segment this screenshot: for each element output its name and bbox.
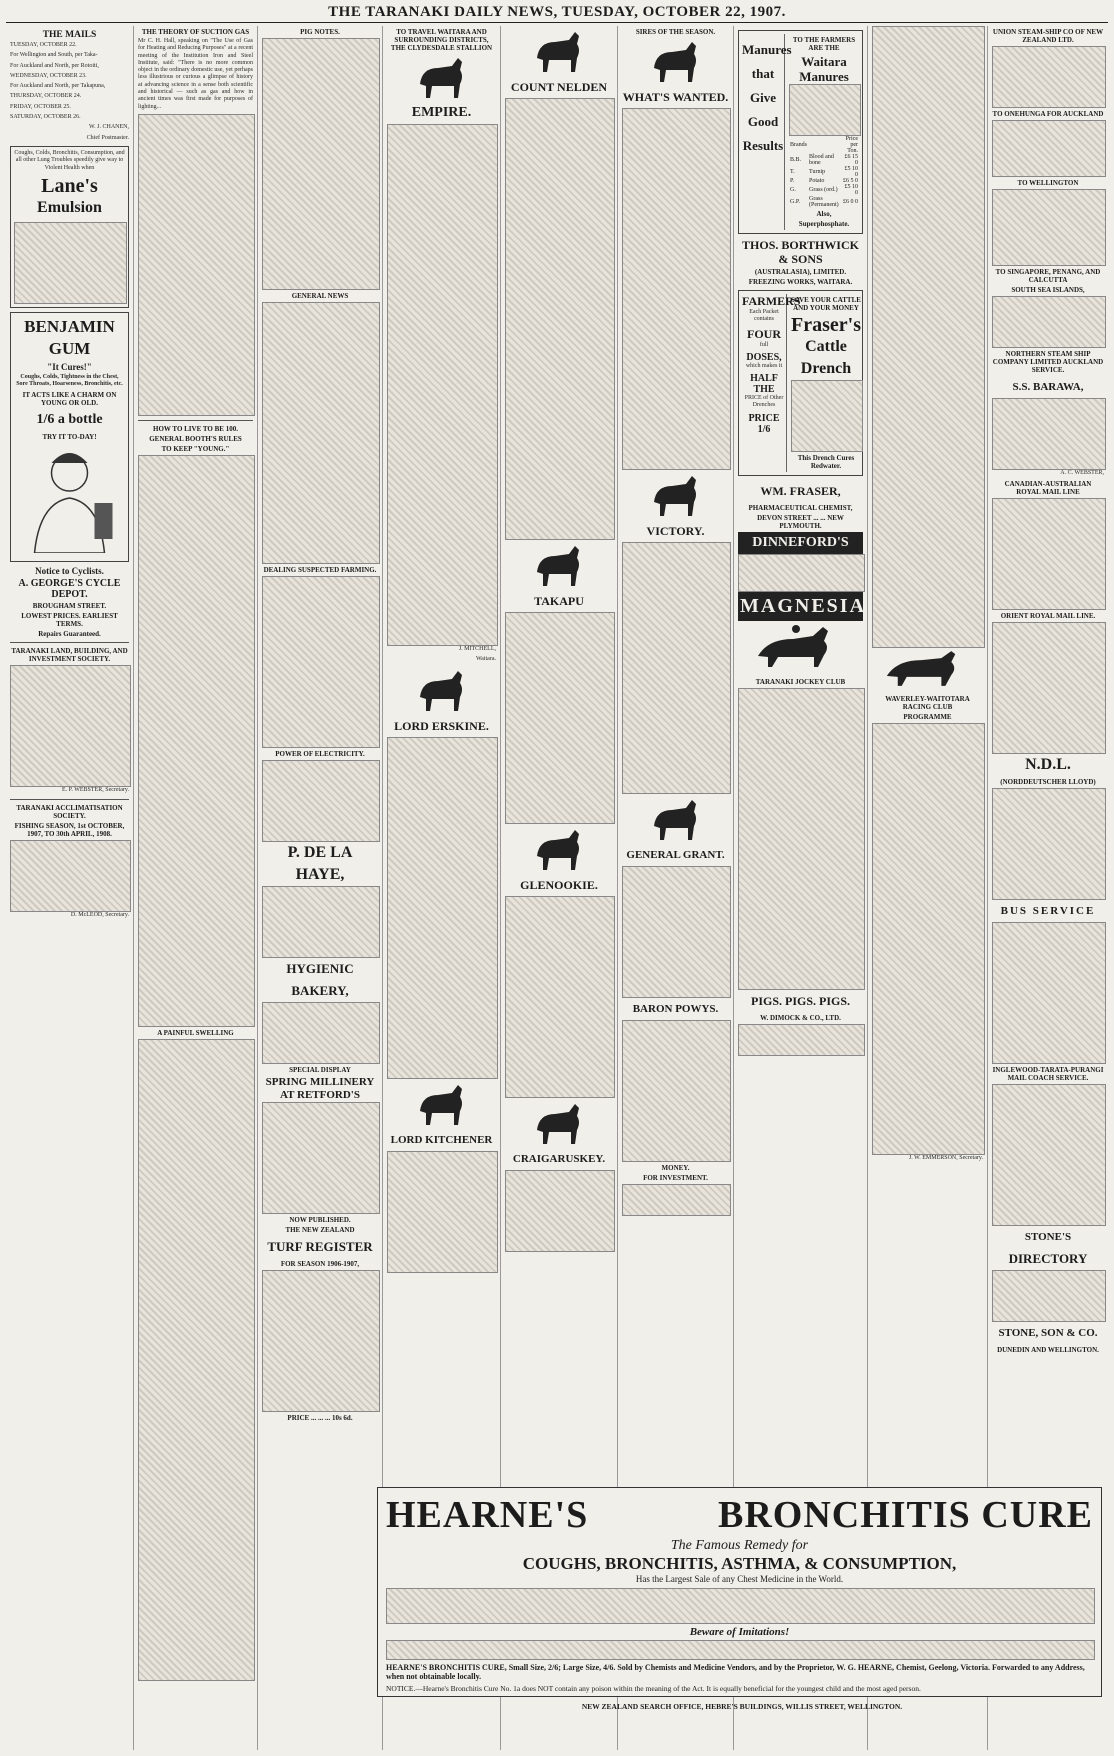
footer: NEW ZEALAND SEARCH OFFICE, HEBRE'S BUILDINGS, WILLIS STREET, WELLINGTON.	[581, 1702, 903, 1711]
drench-text-block	[791, 380, 863, 452]
horse-icon	[529, 826, 589, 872]
delahaye-head: P. DE LA HAYE,	[287, 844, 353, 883]
stone-son: STONE, SON & CO.	[998, 1327, 1098, 1340]
hearnes-cure: BRONCHITIS CURE	[717, 1494, 1093, 1536]
column-3	[258, 26, 383, 1750]
wellington-head: TO WELLINGTON	[1017, 179, 1079, 187]
how-title: HOW TO LIVE TO BE 100.	[153, 424, 238, 433]
magnesia-banner: MAGNESIA	[738, 592, 863, 621]
drench-main-block	[791, 294, 861, 472]
auckland-text-block	[992, 120, 1106, 177]
price-table	[789, 136, 859, 208]
price-word: PRICE 1/6	[748, 412, 780, 435]
lanes-emulsion-ad	[10, 146, 129, 308]
man-portrait-illustration	[14, 443, 125, 553]
lowest-line: LOWEST PRICES. EARLIEST TERMS.	[21, 612, 118, 629]
full-word: full	[759, 341, 769, 348]
cattle-drench-head: Cattle Drench	[800, 338, 852, 377]
hearnes-brand: HEARNE'S	[386, 1494, 589, 1536]
canadian-head: CANADIAN-AUSTRALIAN ROYAL MAIL LINE	[1004, 480, 1092, 497]
orient-text-block	[992, 622, 1106, 754]
brand-code: G.P.	[790, 199, 801, 205]
kitchener-text-block	[387, 1151, 498, 1273]
wellington-text-block	[992, 189, 1106, 266]
divider	[10, 799, 129, 800]
money-head: MONEY.	[661, 1164, 690, 1172]
dinneford-banner: DINNEFORD'S	[738, 532, 863, 554]
waitara-sig: Waitara.	[475, 656, 496, 663]
waitara-manures-ad	[738, 30, 863, 234]
fraser-name: WM. FRASER,	[760, 484, 841, 498]
mails-line: For Auckland and North, per Rotoiti,	[10, 62, 99, 69]
ndl-sub: (NORDDEUTSCHER LLOYD)	[1000, 778, 1096, 787]
emmerson-sig: J. W. EMMERSON, Secretary.	[908, 1155, 983, 1161]
swelling-text-block	[138, 1039, 255, 1681]
tarata-text-block	[992, 1084, 1106, 1226]
cyclists-head: Notice to Cyclists.	[35, 566, 104, 577]
horse-icon	[646, 472, 706, 518]
horse-icon	[529, 542, 589, 588]
dinneford-bottle-illustration	[738, 554, 865, 592]
hygienic-text-block	[262, 1002, 380, 1064]
union-text-block	[992, 46, 1106, 108]
canadian-text-block	[992, 498, 1106, 610]
manures-word: Good	[747, 114, 779, 129]
also-line: Also,	[816, 210, 832, 218]
table-row	[789, 166, 859, 178]
pig-notes-title: PIG NOTES.	[300, 28, 340, 36]
postmaster: W. J. CHANEN,	[89, 124, 129, 131]
column-2	[134, 26, 258, 1750]
drench-side-block	[742, 294, 801, 472]
mails-line: TUESDAY, OCTOBER 22.	[10, 42, 77, 48]
society-text-block	[10, 665, 131, 787]
south-sea-head: SOUTH SEA ISLANDS,	[1011, 286, 1085, 294]
brand-name: Turnip	[809, 169, 826, 175]
mails-line: For Wellington and South, per Taka-	[10, 52, 98, 59]
hearnes-beware: Beware of Imitations!	[689, 1626, 790, 1638]
benjamin-gum-ad	[10, 312, 129, 563]
cures-redwater: This Drench Cures Redwater.	[797, 454, 855, 470]
hearnes-diseases: COUGHS, BRONCHITIS, ASTHMA, & CONSUMPTION,	[522, 1554, 957, 1573]
brand-code: P.	[790, 178, 795, 184]
table-row	[789, 154, 859, 166]
table-row	[789, 184, 859, 196]
mails-line: WEDNESDAY, OCTOBER 23.	[10, 72, 87, 79]
borthwick: THOS. BORTHWICK & SONS	[742, 238, 859, 266]
auckland-head: TO ONEHUNGA FOR AUCKLAND	[992, 110, 1104, 118]
dealing-text-block	[262, 576, 380, 748]
brand-price: £6 0 0	[843, 199, 858, 205]
theory-body: Mr C. H. Hall, speaking on "The Use of Gas for Heating and Reducing Purposes" at a recent meeting of the Institution Iron and Steel Institute, said: "There is no more common object in the ordinary domestic use, yet perhaps less illustrious or curious a glimpse of history at advancing science in a sense both scientific and historical — such as gas and how in ancient times was first made for purposes of lighting...	[138, 38, 253, 110]
upper-ads-text-block	[872, 26, 985, 648]
programme-text-block	[872, 723, 985, 1155]
save-line: SAVE YOUR CATTLE AND YOUR MONEY	[791, 296, 861, 312]
glenookie: GLENOOKIE.	[520, 878, 598, 892]
jockey-club: TARANAKI JOCKEY CLUB	[755, 678, 846, 686]
four-word: FOUR	[747, 326, 781, 341]
fishing-secretary: D. McLEOD, Secretary.	[70, 911, 129, 918]
electric-text-block	[262, 760, 380, 842]
fraser-drench-ad	[738, 290, 863, 476]
programme-head: PROGRAMME	[903, 713, 952, 721]
column-1	[6, 26, 134, 1750]
brand-code: G.	[790, 187, 796, 193]
racing-horse-illustration	[872, 648, 983, 688]
benjamin-head: BENJAMIN	[24, 316, 115, 336]
brand-price: £6 15 0	[844, 154, 858, 166]
takapu-text-block	[505, 612, 615, 824]
chemist-line: PHARMACEUTICAL CHEMIST,	[748, 504, 853, 512]
fishing-head: FISHING SEASON, 1st OCTOBER, 1907, TO 30th APRIL, 1908.	[14, 821, 125, 838]
lord-kitchener: LORD KITCHENER	[390, 1133, 493, 1146]
masthead: THE TARANAKI DAILY NEWS, TUESDAY, OCTOBER 22, 1907.	[6, 4, 1108, 23]
each-packet: Each Packet contains	[749, 309, 779, 323]
tarata-head: INGLEWOOD-TARATA-PURANGI MAIL COACH SERVICE.	[992, 1066, 1104, 1083]
craig-text-block	[505, 1170, 615, 1252]
farmers-head: TO THE FARMERS ARE THE	[792, 36, 856, 52]
charm-line: IT ACTS LIKE A CHARM ON YOUNG OR OLD.	[22, 391, 117, 408]
mails-line: FRIDAY, OCTOBER 25.	[10, 103, 71, 110]
directory-head: DIRECTORY	[1008, 1251, 1088, 1267]
mails-title: THE MAILS	[42, 30, 97, 40]
theory-text-block	[138, 114, 255, 416]
society-secretary: E. P. WEBSTER, Secretary.	[62, 787, 129, 794]
racing-club: WAVERLEY-WAITOTARA RACING CLUB	[885, 695, 970, 711]
devon-line: DEVON STREET ... ... NEW PLYMOUTH.	[757, 514, 844, 530]
count-text-block	[505, 98, 615, 540]
freezing-line: FREEZING WORKS, WAITARA.	[748, 278, 853, 286]
hearnes-largest: Has the Largest Sale of any Chest Medicine in the World.	[635, 1574, 844, 1584]
wanted-text-block	[622, 108, 731, 470]
gum-text: Coughs, Colds, Tightness in the Chest, Sore Throats, Hoarseness, Bronchitis, etc.	[16, 373, 123, 388]
how-to-live-text-block	[138, 455, 255, 1027]
hygienic-head: HYGIENIC BAKERY,	[286, 961, 354, 998]
dunedin-line: DUNEDIN AND WELLINGTON.	[997, 1346, 1099, 1355]
horse-icon	[412, 667, 472, 713]
jockey-text-block	[738, 688, 865, 990]
sires-title: SIRES OF THE SEASON.	[635, 28, 716, 36]
northern-steam-head: NORTHERN STEAM SHIP COMPANY LIMITED AUCKLAND SERVICE.	[992, 350, 1104, 374]
general-grant: GENERAL GRANT.	[626, 849, 725, 861]
hearnes-bronchitis-ad	[377, 1487, 1102, 1697]
hearnes-notice: NOTICE.—Hearne's Bronchitis Cure No. 1a does NOT contain any poison within the meaning of the Act. It is equally beneficial for the youngest child and the most aged person.	[386, 1684, 921, 1693]
victory: VICTORY.	[646, 524, 705, 538]
ndl-text-block	[992, 788, 1106, 900]
turf-register: TURF REGISTER	[267, 1239, 373, 1254]
cures-slogan: "It Cures!"	[47, 361, 92, 372]
which-word: which makes it	[745, 362, 783, 369]
brand-code: B.B.	[790, 157, 802, 163]
manures-text-block	[789, 84, 861, 136]
mails-line: SATURDAY, OCTOBER 26.	[10, 114, 81, 121]
brands-label: Brands	[790, 142, 807, 148]
glenookie-text-block	[505, 896, 615, 1098]
barawa-text-block	[992, 398, 1106, 470]
lord-erskine: LORD ERSKINE.	[394, 718, 489, 733]
mitchell-sig: J. MITCHELL,	[458, 646, 496, 652]
fishing-text-block	[10, 840, 131, 912]
general-news-text-block	[262, 302, 380, 564]
lanes-body-text-block	[14, 222, 127, 304]
brand-name: Blood and bone	[809, 154, 834, 166]
george-head: A. GEORGE'S CYCLE DEPOT.	[18, 578, 121, 601]
south-sea-text-block	[992, 296, 1106, 348]
horse-icon	[646, 796, 706, 842]
craigarukey: CRAIGARUSKEY.	[512, 1153, 606, 1165]
mails-line: For Auckland and North, per Takapuna,	[10, 83, 106, 90]
super-line: Superphosphate.	[798, 220, 850, 228]
pigs-head: PIGS. PIGS. PIGS.	[750, 994, 851, 1008]
brand-price: £5 10 0	[844, 184, 858, 196]
horse-icon	[529, 1100, 589, 1146]
divider	[138, 420, 253, 421]
farmers-word: FARMERS	[742, 294, 801, 308]
other-word: PRICE of Other Drenches	[744, 395, 784, 409]
directory-text-block	[992, 1270, 1106, 1322]
brand-name: Potato	[809, 178, 825, 184]
union-head: UNION STEAM-SHIP CO OF NEW ZEALAND LTD.	[992, 28, 1104, 44]
horse-icon	[529, 28, 589, 74]
brand-price: £5 10 0	[844, 166, 858, 178]
electric-title: POWER OF ELECTRICITY.	[275, 750, 365, 758]
swelling-title: A PAINFUL SWELLING	[157, 1028, 234, 1037]
waitara-manures: Waitara Manures	[799, 54, 849, 84]
brand-code: T.	[790, 169, 795, 175]
theory-title: THE THEORY OF SUCTION GAS	[141, 28, 250, 36]
manures-main-block	[789, 34, 859, 230]
season-line: FOR SEASON 1906-1907,	[280, 1260, 360, 1268]
austral-line: (AUSTRALASIA), LIMITED.	[754, 268, 847, 276]
whats-wanted: WHAT'S WANTED.	[622, 90, 729, 104]
gum-price: 1/6 a bottle	[36, 412, 103, 428]
grant-text-block	[622, 866, 731, 998]
table-row	[789, 196, 859, 208]
turf-text-block	[262, 1270, 380, 1412]
takapu: TAKAPU	[534, 594, 584, 608]
hearnes-title-row	[386, 1492, 1093, 1538]
special-display: SPECIAL DISPLAY	[289, 1066, 351, 1074]
horse-icon	[412, 1081, 472, 1127]
acclim-head: TARANAKI ACCLIMATISATION SOCIETY.	[16, 803, 123, 820]
published: NOW PUBLISHED.	[289, 1216, 351, 1224]
count-nelden: COUNT NELDEN	[510, 80, 608, 94]
bus-service: BUS SERVICE	[1000, 905, 1096, 918]
price-label: Price per Ton.	[845, 136, 858, 154]
millinery-text-block	[262, 1102, 380, 1214]
horse-icon	[412, 54, 472, 100]
jockey-horse-illustration	[738, 621, 863, 671]
lanes-sub: Emulsion	[37, 198, 102, 216]
manures-side-block	[742, 34, 792, 230]
booth-rules: GENERAL BOOTH'S RULES	[149, 434, 242, 443]
brand-name: Grass (ord.)	[809, 187, 838, 193]
nz-line: THE NEW ZEALAND	[285, 1226, 355, 1234]
gum-head: GUM	[48, 338, 91, 358]
land-building-head: TARANAKI LAND, BUILDING, AND INVESTMENT SOCIETY.	[11, 647, 128, 664]
dealing-title: DEALING SUSPECTED FARMING.	[263, 566, 377, 574]
beware-text-block	[386, 1640, 1095, 1660]
pig-notes-text-block	[262, 38, 380, 290]
brand-price: £6 5 0	[843, 178, 858, 184]
divider	[10, 642, 129, 643]
lanes-intro: Coughs, Colds, Bronchitis, Consumption, and all other Lung Troubles speedily give way to Violent Health when	[14, 149, 125, 171]
empire-head: EMPIRE.	[411, 105, 472, 120]
turf-price: PRICE ... ... ... 10s 6d.	[287, 1414, 353, 1422]
empire-text-block	[387, 124, 498, 646]
delahaye-text-block	[262, 886, 380, 958]
baron-powys: BARON POWYS.	[632, 1003, 719, 1015]
baron-text-block	[622, 1020, 731, 1162]
investment-head: FOR INVESTMENT.	[643, 1174, 708, 1182]
hearnes-text-block	[386, 1588, 1095, 1624]
manures-word: Give	[750, 90, 776, 105]
repairs-line: Repairs Guaranteed.	[38, 630, 101, 639]
manures-word: Results	[742, 138, 784, 153]
manures-word: that	[751, 66, 775, 81]
spring-millinery: SPRING MILLINERY AT RETFORD'S	[265, 1076, 375, 1101]
brougham-line: BROUGHAM STREET.	[32, 602, 107, 611]
fraser-head: Fraser's	[791, 314, 861, 336]
webster-sig: A. C. WEBSTER,	[1060, 470, 1104, 476]
barawa-head: S.S. BARAWA,	[1012, 381, 1084, 393]
manures-word: Manures	[742, 42, 792, 57]
bus-text-block	[992, 922, 1106, 1064]
lanes-head: Lane's	[41, 174, 98, 197]
doses-word: DOSES,	[746, 351, 782, 363]
hearnes-prices: HEARNE'S BRONCHITIS CURE, Small Size, 2/6; Large Size, 4/6. Sold by Chemists and Medicine Vendors, and by the Proprietor, W. G. HEARNE, Chemist, Geelong, Victoria. Forwarded to any Address, when not obtainable locally.	[386, 1663, 1085, 1681]
orient-head: ORIENT ROYAL MAIL LINE.	[1000, 612, 1096, 621]
general-news-title: GENERAL NEWS	[291, 292, 349, 300]
erskine-text-block	[387, 737, 498, 1079]
dimock-line: W. DIMOCK & CO., LTD.	[760, 1014, 841, 1022]
money-text-block	[622, 1184, 731, 1216]
postmaster-title: Chief Postmaster.	[86, 134, 129, 141]
try-line: TRY IT TO-DAY!	[42, 433, 97, 442]
keep-young: TO KEEP "YOUNG."	[161, 444, 230, 453]
ndl-head: N.D.L.	[1025, 756, 1071, 774]
travel-head: TO TRAVEL WAITARA AND SURROUNDING DISTRICTS, THE CLYDESDALE STALLION	[390, 28, 493, 52]
half-word: HALF THE	[750, 373, 778, 396]
hearnes-famous: The Famous Remedy for	[670, 1538, 809, 1553]
stone-head: STONE'S	[1024, 1231, 1072, 1244]
mails-line: THURSDAY, OCTOBER 24.	[10, 93, 82, 100]
horse-icon	[646, 38, 706, 84]
singapore-head: TO SINGAPORE, PENANG, AND CALCUTTA	[995, 268, 1101, 284]
brand-name: Grass (Permanent)	[809, 196, 839, 208]
pigs-text-block	[738, 1024, 865, 1056]
victory-text-block	[622, 542, 731, 794]
